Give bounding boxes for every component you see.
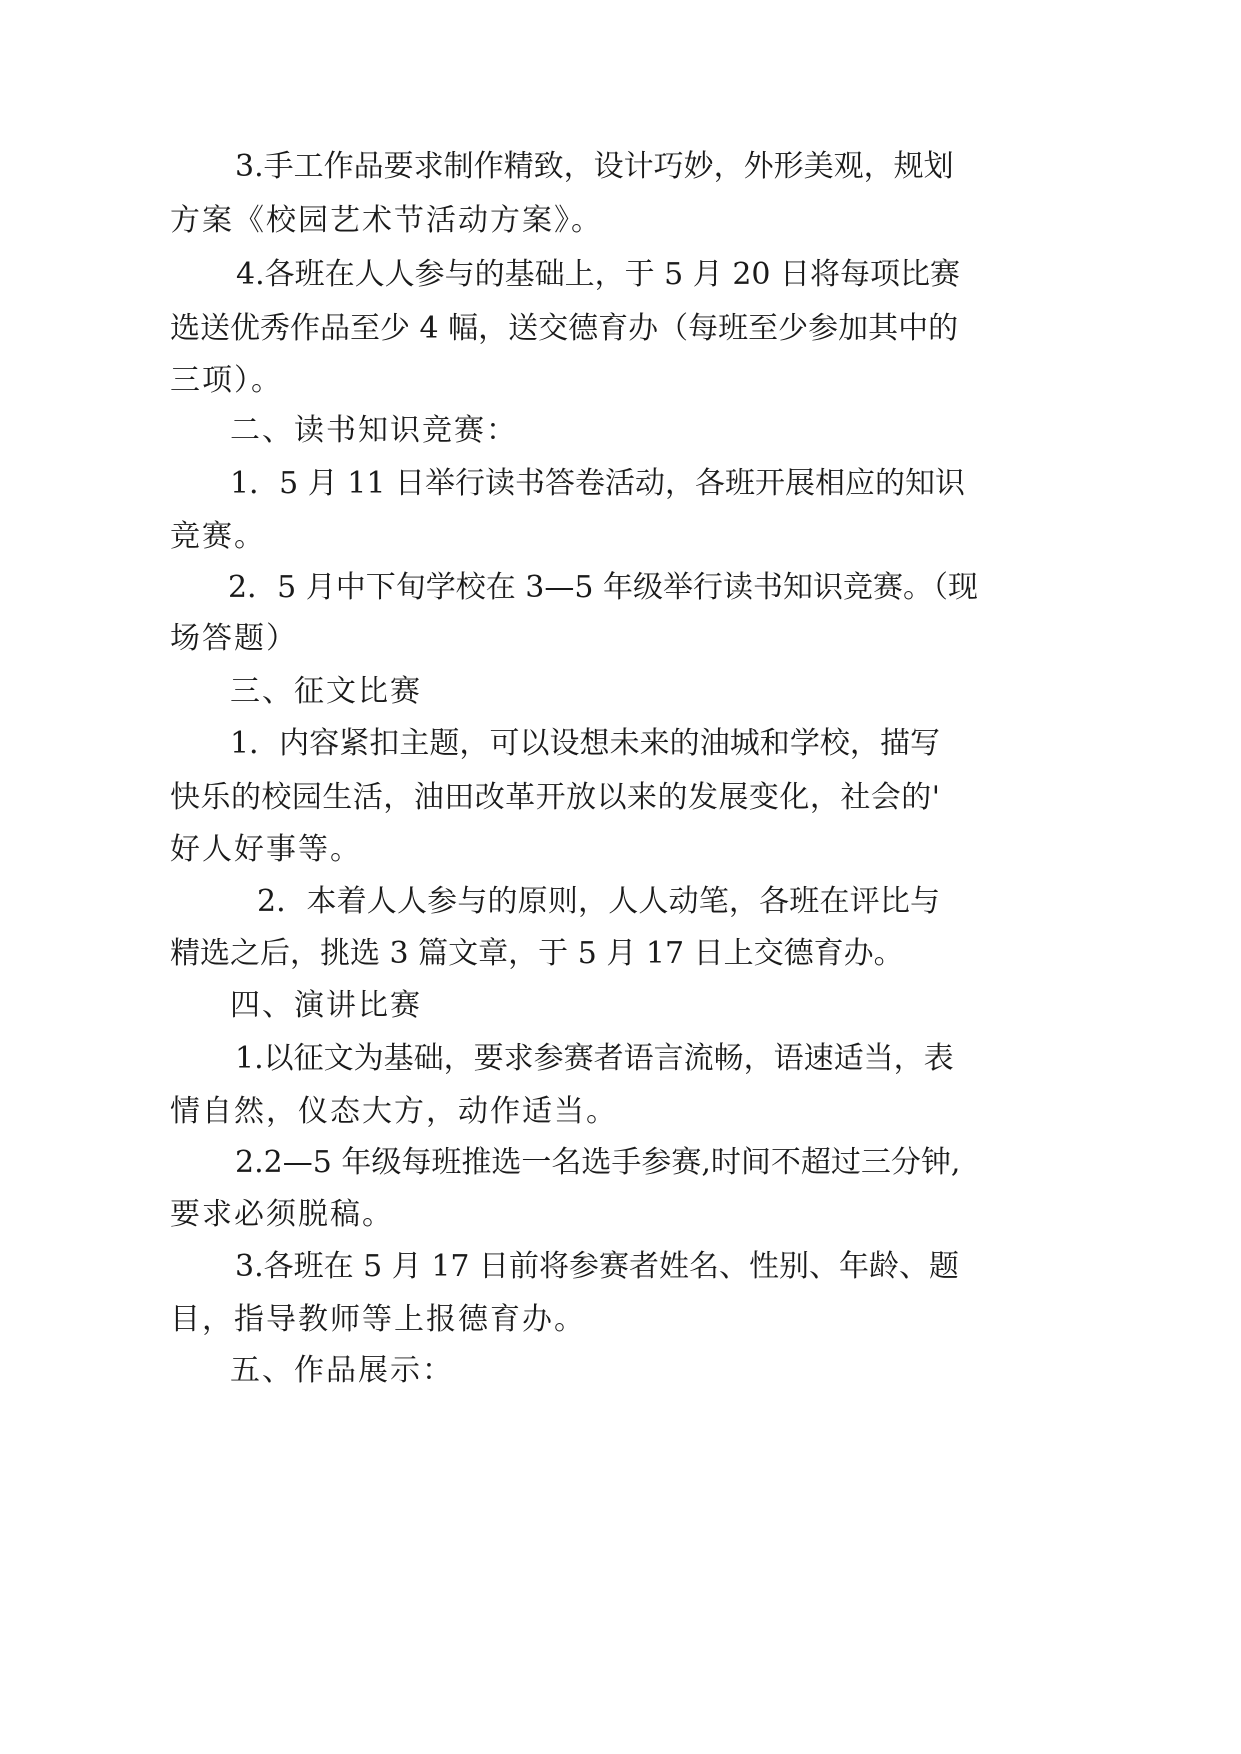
paragraph-line: 竞赛。 — [170, 519, 266, 554]
paragraph-line: 方案《校园艺术节活动方案》。 — [170, 203, 603, 238]
paragraph-line: 选送优秀作品至少 4 幅，送交德育办（每班至少参加其中的 — [170, 311, 959, 346]
paragraph-line: 1．5 月 11 日举行读书答卷活动，各班开展相应的知识 — [230, 466, 965, 501]
paragraph-line: 情自然，仪态大方，动作适当。 — [170, 1094, 618, 1129]
paragraph-line: 1．内容紧扣主题，可以设想未来的油城和学校，描写 — [230, 726, 940, 761]
section-heading: 二、读书知识竞赛： — [230, 413, 518, 448]
paragraph-line: 快乐的校园生活，油田改革开放以来的发展变化，社会的' — [170, 780, 940, 815]
paragraph-line: 要求必须脱稿。 — [170, 1197, 394, 1232]
paragraph-line: 目，指导教师等上报德育办。 — [170, 1302, 586, 1337]
paragraph-line: 三项）。 — [170, 363, 283, 398]
paragraph-line: 好人好事等。 — [170, 832, 362, 867]
paragraph-line: 2．本着人人参与的原则，人人动笔，各班在评比与 — [257, 884, 940, 919]
paragraph-line: 2．5 月中下旬学校在 3—5 年级举行读书知识竞赛。（现 — [228, 570, 978, 605]
paragraph-line: 场答题） — [170, 621, 298, 656]
paragraph-line: 4.各班在人人参与的基础上，于 5 月 20 日将每项比赛 — [236, 257, 961, 292]
section-heading: 三、征文比赛 — [230, 674, 422, 709]
paragraph-line: 2.2—5 年级每班推选一名选手参赛,时间不超过三分钟, — [235, 1145, 961, 1180]
section-heading: 五、作品展示： — [230, 1353, 454, 1388]
paragraph-line: 精选之后，挑选 3 篇文章，于 5 月 17 日上交德育办。 — [170, 936, 904, 971]
paragraph-line: 3.手工作品要求制作精致，设计巧妙，外形美观，规划 — [235, 149, 954, 184]
section-heading: 四、演讲比赛 — [230, 988, 422, 1023]
paragraph-line: 1.以征文为基础，要求参赛者语言流畅，语速适当，表 — [235, 1041, 954, 1076]
paragraph-line: 3.各班在 5 月 17 日前将参赛者姓名、性别、年龄、题 — [235, 1249, 960, 1284]
